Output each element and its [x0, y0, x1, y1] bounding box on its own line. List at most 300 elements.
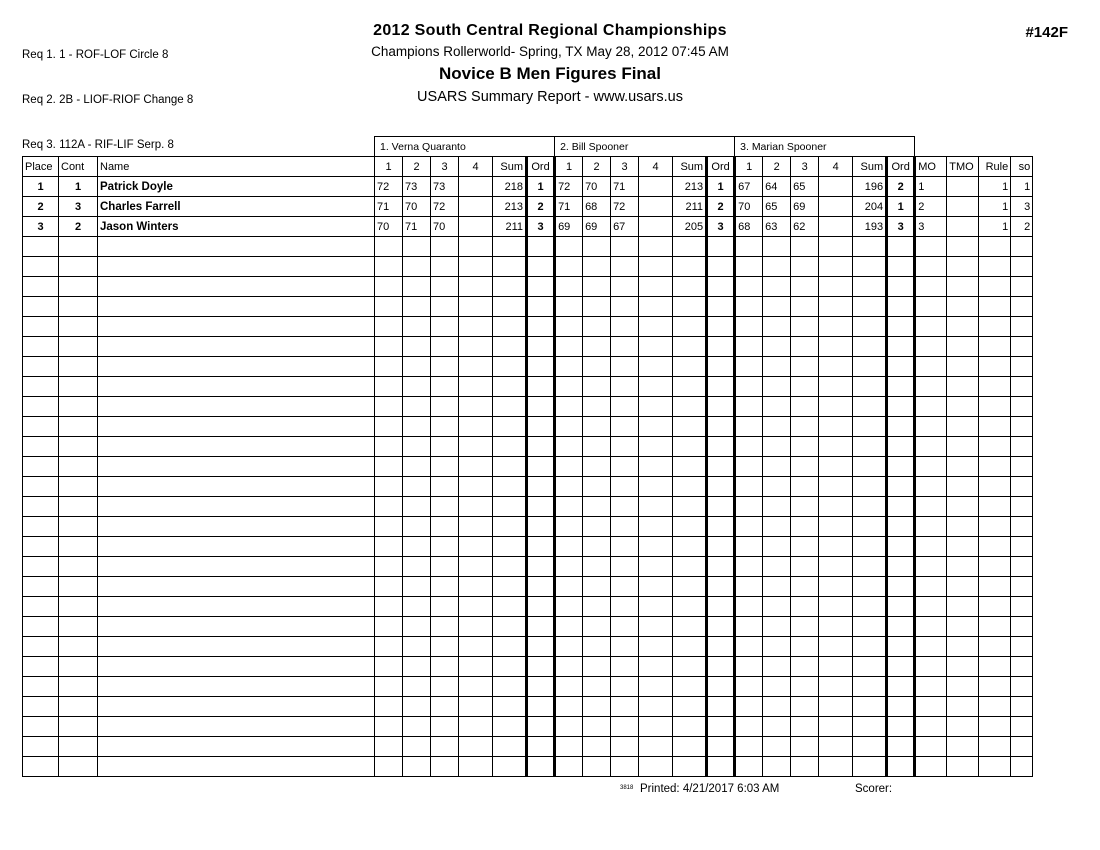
name-cell [98, 357, 375, 377]
score-cell [791, 757, 819, 777]
cont-cell [59, 237, 98, 257]
score-cell [611, 317, 639, 337]
score-cell [459, 457, 493, 477]
score-cell [459, 357, 493, 377]
score-cell [639, 577, 673, 597]
score-cell [555, 497, 583, 517]
ord-cell [887, 497, 915, 517]
place-cell [23, 477, 59, 497]
ord-cell [887, 597, 915, 617]
score-cell [763, 517, 791, 537]
requirement-line: Req 3. 112A - RIF-LIF Serp. 8 [22, 139, 174, 151]
sum-cell: 211 [493, 217, 527, 237]
sum-cell [853, 437, 887, 457]
score-cell [819, 317, 853, 337]
ord-cell: 3 [887, 217, 915, 237]
mo-cell [915, 397, 947, 417]
tmo-cell [947, 277, 979, 297]
score-cell [583, 537, 611, 557]
ord-cell [527, 457, 555, 477]
so-cell [1011, 577, 1033, 597]
score-cell [735, 237, 763, 257]
score-cell [459, 717, 493, 737]
ord-cell [707, 617, 735, 637]
score-cell [611, 357, 639, 377]
ord-cell [887, 717, 915, 737]
place-cell [23, 277, 59, 297]
score-cell [611, 257, 639, 277]
place-cell [23, 237, 59, 257]
score-cell [735, 757, 763, 777]
sum-cell: 193 [853, 217, 887, 237]
score-cell [819, 277, 853, 297]
sum-cell [673, 457, 707, 477]
score-cell [403, 457, 431, 477]
col-header: 2 [403, 157, 431, 177]
score-cell [639, 657, 673, 677]
rule-cell [979, 437, 1011, 457]
score-cell [819, 737, 853, 757]
score-cell [735, 317, 763, 337]
place-cell [23, 597, 59, 617]
score-cell [819, 237, 853, 257]
mo-cell [915, 517, 947, 537]
score-cell [555, 257, 583, 277]
score-cell [763, 597, 791, 617]
cont-cell: 1 [59, 177, 98, 197]
table-row [23, 417, 1033, 437]
score-cell: 63 [763, 217, 791, 237]
score-cell [459, 757, 493, 777]
column-header-row [23, 157, 1033, 177]
table-row [23, 597, 1033, 617]
ord-cell [887, 417, 915, 437]
score-cell [375, 657, 403, 677]
score-cell [763, 297, 791, 317]
score-cell [819, 697, 853, 717]
table-row [23, 317, 1033, 337]
sum-cell [673, 377, 707, 397]
tmo-cell [947, 237, 979, 257]
tmo-cell [947, 737, 979, 757]
score-cell [639, 257, 673, 277]
score-cell [735, 637, 763, 657]
score-cell [791, 657, 819, 677]
so-cell: 2 [1011, 217, 1033, 237]
score-cell [639, 197, 673, 217]
score-cell [639, 537, 673, 557]
score-cell: 72 [611, 197, 639, 217]
so-cell [1011, 317, 1033, 337]
cont-cell [59, 637, 98, 657]
sum-cell [673, 677, 707, 697]
score-cell [583, 297, 611, 317]
score-cell [403, 397, 431, 417]
table-row [23, 237, 1033, 257]
sum-cell: 211 [673, 197, 707, 217]
sum-cell [673, 697, 707, 717]
score-cell [403, 757, 431, 777]
score-cell [791, 357, 819, 377]
score-cell [735, 377, 763, 397]
mo-cell [915, 417, 947, 437]
cont-cell [59, 317, 98, 337]
sum-cell [493, 277, 527, 297]
mo-cell [915, 357, 947, 377]
table-row [23, 557, 1033, 577]
ord-cell [527, 257, 555, 277]
sum-cell [493, 317, 527, 337]
sum-cell [853, 517, 887, 537]
col-header: Sum [853, 157, 887, 177]
mo-cell [915, 277, 947, 297]
ord-cell [527, 597, 555, 617]
score-cell [735, 297, 763, 317]
score-cell [611, 597, 639, 617]
rule-cell [979, 377, 1011, 397]
score-cell [735, 477, 763, 497]
score-cell [555, 337, 583, 357]
ord-cell [887, 477, 915, 497]
score-cell [639, 357, 673, 377]
place-cell [23, 497, 59, 517]
score-cell [763, 317, 791, 337]
score-cell [583, 437, 611, 457]
sum-cell [673, 657, 707, 677]
col-header: 1 [735, 157, 763, 177]
score-cell [819, 657, 853, 677]
ord-cell [707, 557, 735, 577]
score-cell [819, 437, 853, 457]
name-cell: Jason Winters [98, 217, 375, 237]
ord-cell [887, 437, 915, 457]
score-cell [639, 297, 673, 317]
rule-cell [979, 237, 1011, 257]
score-cell [459, 417, 493, 437]
name-cell [98, 657, 375, 677]
score-cell [375, 597, 403, 617]
cont-cell [59, 537, 98, 557]
score-cell [819, 517, 853, 537]
sum-cell [493, 557, 527, 577]
ord-cell [887, 377, 915, 397]
score-cell [375, 257, 403, 277]
score-cell [583, 617, 611, 637]
score-cell [459, 277, 493, 297]
name-cell [98, 237, 375, 257]
table-row [23, 757, 1033, 777]
score-cell [459, 437, 493, 457]
score-cell [375, 237, 403, 257]
tmo-cell [947, 417, 979, 437]
col-header: Ord [527, 157, 555, 177]
sum-cell [853, 637, 887, 657]
score-cell [375, 757, 403, 777]
so-cell [1011, 517, 1033, 537]
score-cell: 62 [791, 217, 819, 237]
score-cell [431, 537, 459, 557]
rule-cell [979, 297, 1011, 317]
requirement-line: Req 2. 2B - LIOF-RIOF Change 8 [22, 94, 194, 106]
score-cell [639, 617, 673, 637]
score-cell [583, 277, 611, 297]
score-cell [639, 497, 673, 517]
score-cell [611, 697, 639, 717]
sum-cell [493, 637, 527, 657]
mo-cell [915, 737, 947, 757]
sum-cell [673, 437, 707, 457]
score-cell [639, 477, 673, 497]
sum-cell: 205 [673, 217, 707, 237]
score-cell [791, 417, 819, 437]
ord-cell [527, 497, 555, 517]
col-header: Ord [887, 157, 915, 177]
so-cell [1011, 297, 1033, 317]
score-cell [791, 737, 819, 757]
score-cell [375, 477, 403, 497]
mo-cell [915, 377, 947, 397]
name-cell [98, 317, 375, 337]
sum-cell [673, 297, 707, 317]
score-cell [819, 217, 853, 237]
score-cell [375, 557, 403, 577]
sum-cell [853, 557, 887, 577]
cont-cell [59, 757, 98, 777]
score-cell [791, 637, 819, 657]
score-cell [611, 637, 639, 657]
sum-cell [853, 357, 887, 377]
score-cell [583, 377, 611, 397]
score-cell [431, 637, 459, 657]
score-cell [459, 537, 493, 557]
score-cell [763, 757, 791, 777]
score-cell [819, 477, 853, 497]
name-cell [98, 517, 375, 537]
event-number: #142F [1025, 24, 1068, 41]
so-cell [1011, 477, 1033, 497]
score-cell [639, 737, 673, 757]
score-cell [791, 717, 819, 737]
mo-cell [915, 637, 947, 657]
score-cell [403, 357, 431, 377]
col-header: so [1011, 157, 1033, 177]
cont-cell [59, 717, 98, 737]
ord-cell [527, 737, 555, 757]
score-cell [375, 737, 403, 757]
sum-cell [493, 497, 527, 517]
score-cell [639, 277, 673, 297]
ord-cell [707, 437, 735, 457]
score-cell [459, 597, 493, 617]
cont-cell [59, 477, 98, 497]
mo-cell: 1 [915, 177, 947, 197]
cont-cell [59, 457, 98, 477]
ord-cell [527, 397, 555, 417]
sum-cell [673, 357, 707, 377]
rule-cell: 1 [979, 217, 1011, 237]
score-cell: 69 [791, 197, 819, 217]
mo-cell [915, 717, 947, 737]
spacer-cell [23, 137, 375, 157]
sum-cell [493, 437, 527, 457]
ord-cell: 1 [707, 177, 735, 197]
score-cell [459, 197, 493, 217]
sum-cell: 213 [493, 197, 527, 217]
score-cell [431, 277, 459, 297]
score-cell [735, 737, 763, 757]
table-row [23, 437, 1033, 457]
score-cell [639, 597, 673, 617]
mo-cell [915, 537, 947, 557]
score-cell [555, 517, 583, 537]
place-cell [23, 337, 59, 357]
score-cell [611, 497, 639, 517]
table-row [23, 397, 1033, 417]
score-cell [639, 337, 673, 357]
score-cell [375, 497, 403, 517]
score-cell [403, 617, 431, 637]
place-cell [23, 257, 59, 277]
score-cell [375, 537, 403, 557]
score-cell [735, 557, 763, 577]
name-cell [98, 737, 375, 757]
score-cell [763, 357, 791, 377]
sum-cell [673, 617, 707, 637]
so-cell [1011, 377, 1033, 397]
score-cell [611, 277, 639, 297]
score-cell [583, 457, 611, 477]
tmo-cell [947, 297, 979, 317]
col-header: 3 [431, 157, 459, 177]
score-cell [611, 737, 639, 757]
place-cell [23, 717, 59, 737]
score-cell [403, 597, 431, 617]
table-row [23, 257, 1033, 277]
name-cell [98, 617, 375, 637]
score-cell [375, 417, 403, 437]
score-cell [791, 517, 819, 537]
ord-cell [707, 317, 735, 337]
ord-cell [887, 557, 915, 577]
score-cell [791, 277, 819, 297]
score-cell [639, 457, 673, 477]
table-row [23, 657, 1033, 677]
ord-cell [887, 757, 915, 777]
rule-cell [979, 317, 1011, 337]
place-cell [23, 297, 59, 317]
sum-cell [853, 617, 887, 637]
score-cell: 71 [611, 177, 639, 197]
ord-cell [527, 557, 555, 577]
rule-cell [979, 657, 1011, 677]
so-cell [1011, 557, 1033, 577]
sum-cell [673, 477, 707, 497]
score-cell [639, 717, 673, 737]
so-cell [1011, 337, 1033, 357]
col-header: TMO [947, 157, 979, 177]
sum-cell [853, 477, 887, 497]
score-cell [639, 177, 673, 197]
score-cell: 68 [583, 197, 611, 217]
tmo-cell [947, 457, 979, 477]
score-cell [403, 257, 431, 277]
score-cell [375, 637, 403, 657]
place-cell [23, 317, 59, 337]
name-cell [98, 477, 375, 497]
sum-cell [493, 337, 527, 357]
score-cell [583, 677, 611, 697]
score-cell [791, 677, 819, 697]
score-cell [555, 237, 583, 257]
score-cell [555, 677, 583, 697]
score-cell [403, 317, 431, 337]
sum-cell [853, 697, 887, 717]
score-cell [763, 457, 791, 477]
sum-cell [673, 557, 707, 577]
place-cell [23, 657, 59, 677]
score-cell [583, 557, 611, 577]
tmo-cell [947, 577, 979, 597]
rule-cell [979, 637, 1011, 657]
score-cell [431, 657, 459, 677]
score-cell [375, 277, 403, 297]
table-row [23, 477, 1033, 497]
sum-cell [493, 577, 527, 597]
score-cell [375, 377, 403, 397]
tmo-cell [947, 517, 979, 537]
score-cell [403, 697, 431, 717]
ord-cell [707, 517, 735, 537]
score-cell [735, 457, 763, 477]
table-row [23, 277, 1033, 297]
sum-cell [493, 677, 527, 697]
col-header: Sum [673, 157, 707, 177]
col-header: 4 [459, 157, 493, 177]
score-cell [583, 517, 611, 537]
score-cell [459, 237, 493, 257]
sum-cell [853, 337, 887, 357]
ord-cell [887, 577, 915, 597]
score-cell [791, 557, 819, 577]
score-cell [583, 337, 611, 357]
ord-cell [887, 237, 915, 257]
col-header: 1 [375, 157, 403, 177]
cont-cell: 2 [59, 217, 98, 237]
score-cell [375, 337, 403, 357]
ord-cell [707, 657, 735, 677]
rule-cell [979, 517, 1011, 537]
sum-cell [673, 237, 707, 257]
ord-cell [707, 677, 735, 697]
name-cell [98, 277, 375, 297]
score-cell: 73 [403, 177, 431, 197]
score-cell [735, 397, 763, 417]
score-cell [555, 277, 583, 297]
so-cell: 3 [1011, 197, 1033, 217]
score-cell [735, 517, 763, 537]
so-cell [1011, 697, 1033, 717]
score-cell [375, 317, 403, 337]
sum-cell [673, 597, 707, 617]
ord-cell [707, 417, 735, 437]
score-cell [583, 497, 611, 517]
so-cell: 1 [1011, 177, 1033, 197]
ord-cell [707, 397, 735, 417]
tmo-cell [947, 377, 979, 397]
sum-cell [853, 597, 887, 617]
name-cell [98, 537, 375, 557]
table-row [23, 737, 1033, 757]
